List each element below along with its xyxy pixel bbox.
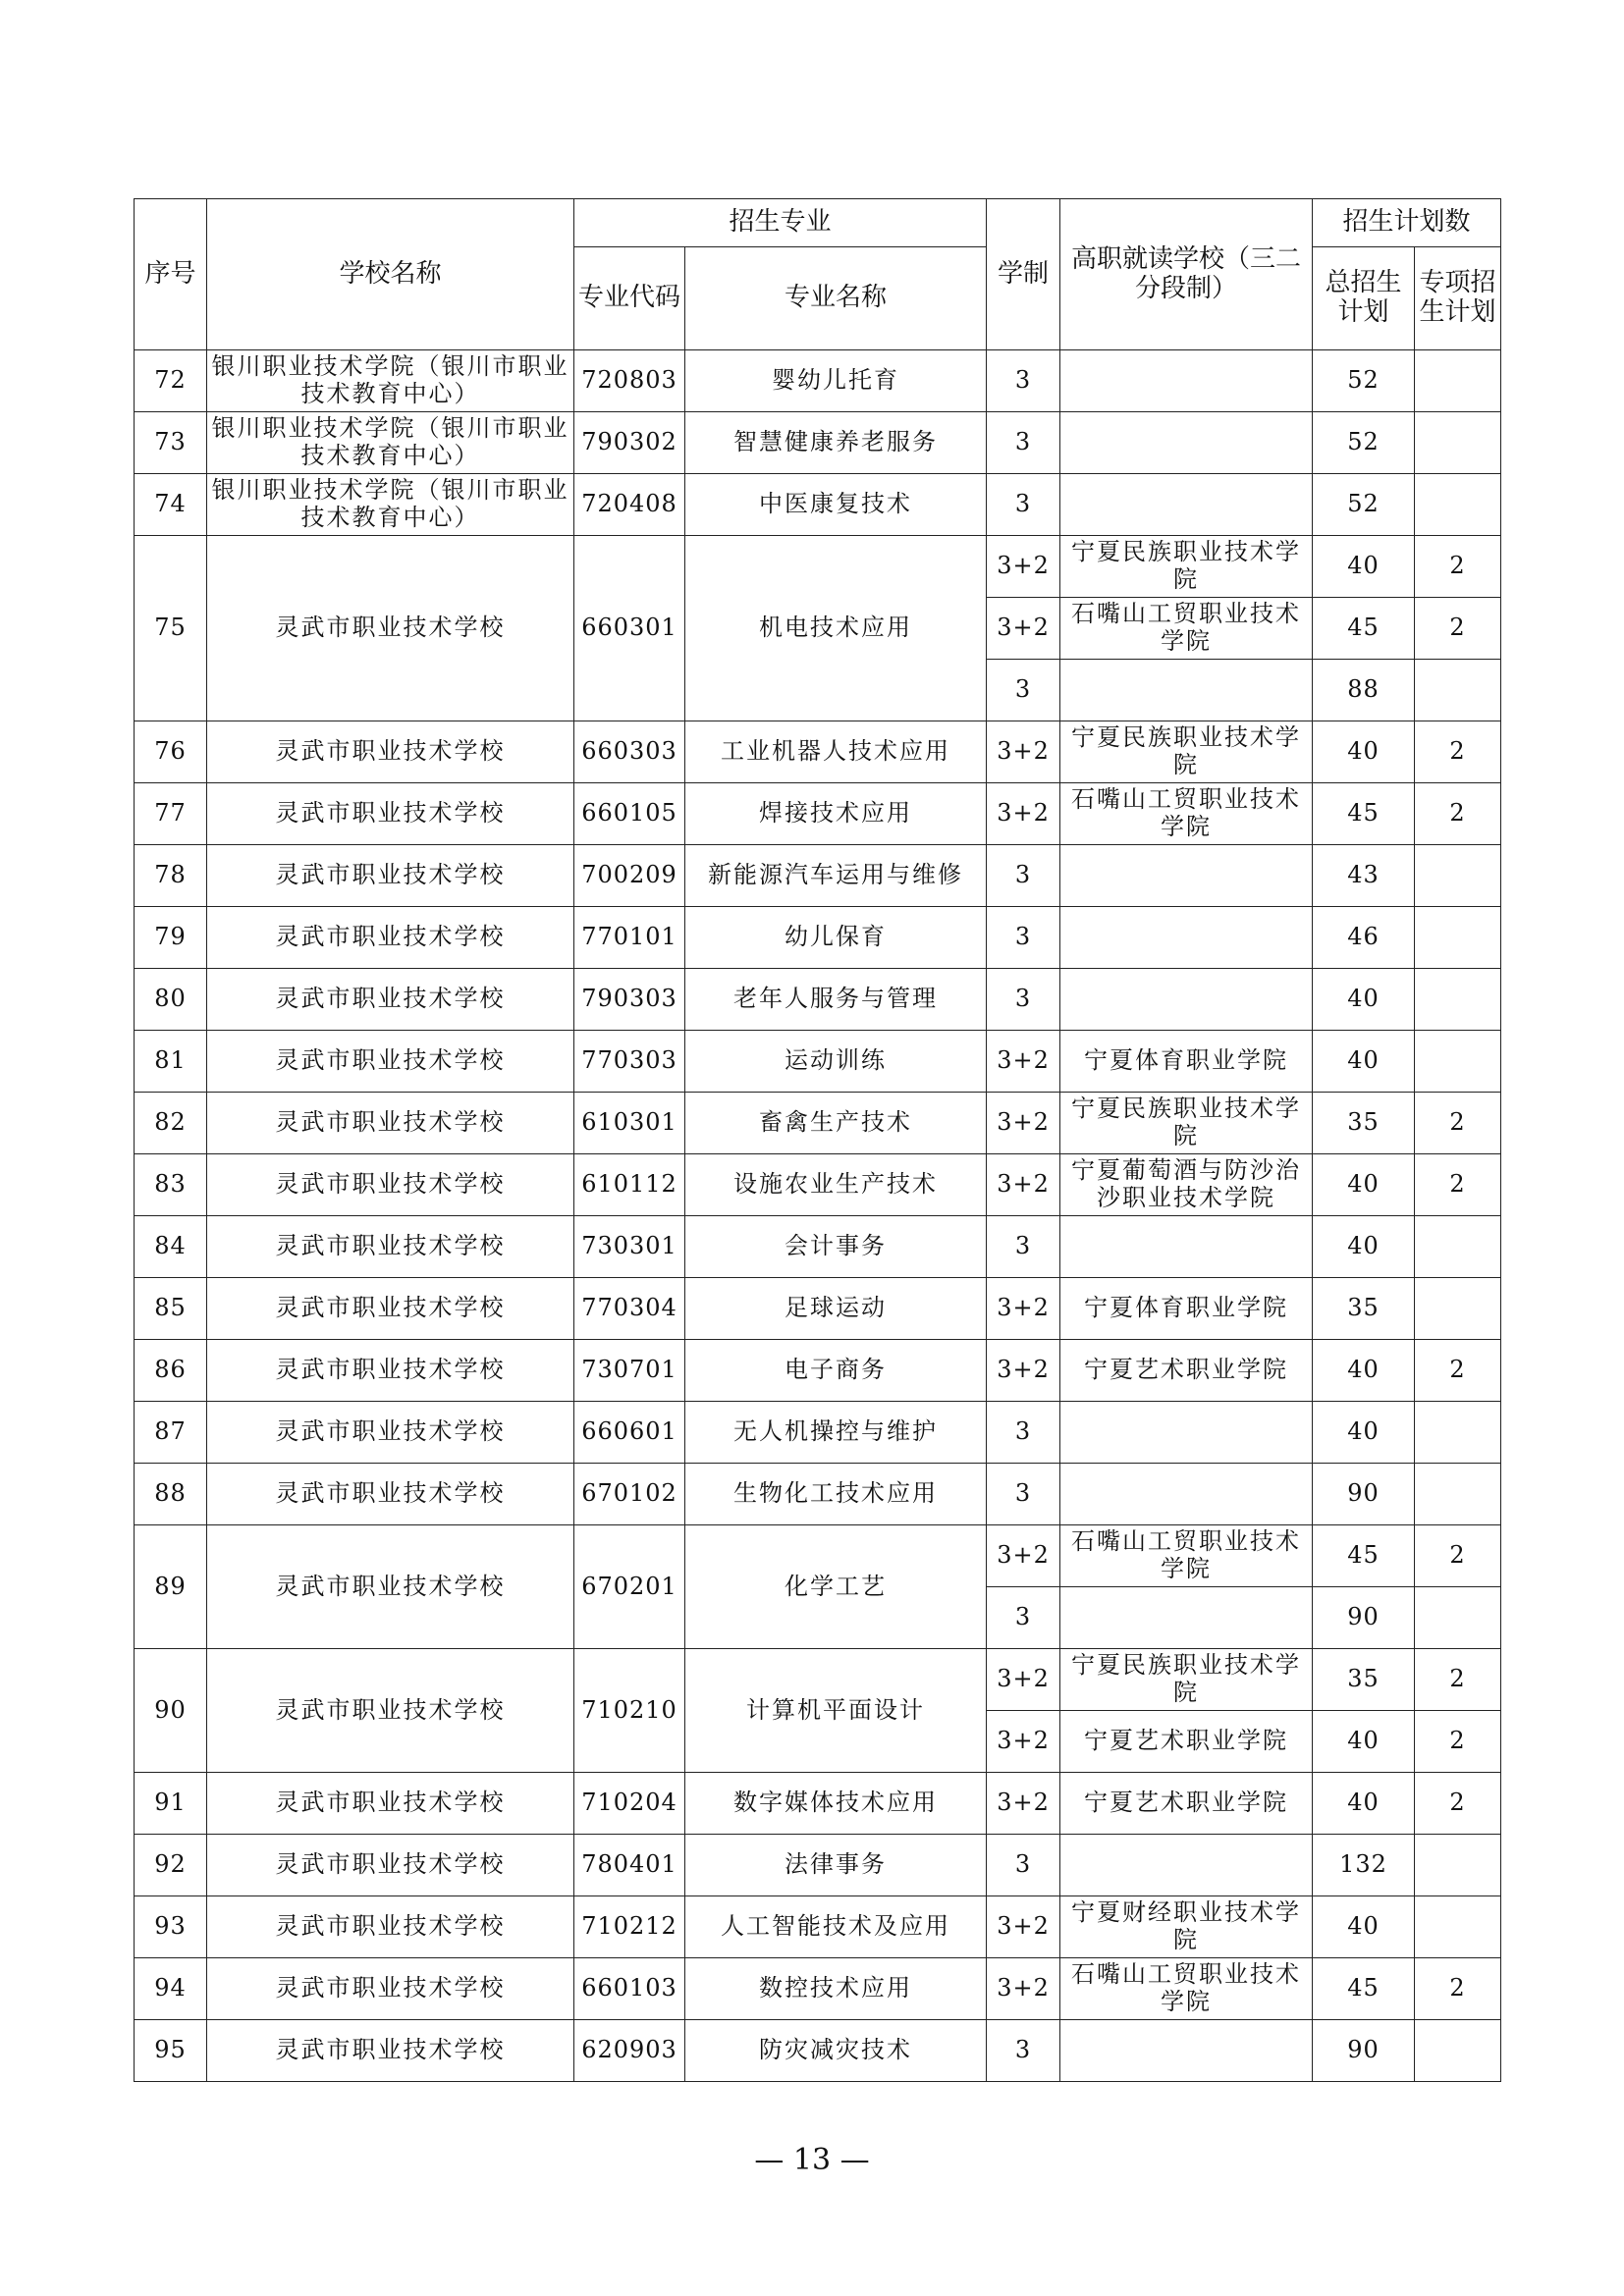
cell-code: 670102 (574, 1464, 685, 1525)
cell-major: 无人机操控与维护 (685, 1402, 987, 1464)
cell-school: 银川职业技术学院（银川市职业技术教育中心） (207, 412, 574, 474)
cell-school: 灵武市职业技术学校 (207, 1278, 574, 1340)
cell-duration: 3+2 (987, 1340, 1060, 1402)
cell-total: 40 (1313, 1216, 1415, 1278)
header-major: 专业名称 (685, 247, 987, 350)
table-row (135, 1340, 1501, 1402)
cell-school: 灵武市职业技术学校 (207, 1093, 574, 1154)
cell-school: 灵武市职业技术学校 (207, 1340, 574, 1402)
cell-major: 婴幼儿托育 (685, 350, 987, 412)
cell-seq: 95 (135, 2020, 207, 2082)
cell-seq: 80 (135, 969, 207, 1031)
header-higher-school: 高职就读学校（三二分段制） (1060, 199, 1313, 350)
cell-seq: 76 (135, 721, 207, 783)
table-row (135, 1216, 1501, 1278)
cell-duration: 3+2 (987, 1958, 1060, 2020)
cell-duration: 3+2 (987, 1278, 1060, 1340)
cell-higher-school (1060, 474, 1313, 536)
cell-total: 90 (1313, 2020, 1415, 2082)
cell-school: 灵武市职业技术学校 (207, 2020, 574, 2082)
cell-code: 660105 (574, 783, 685, 845)
cell-higher-school: 石嘴山工贸职业技术学院 (1060, 1958, 1313, 2020)
cell-major: 法律事务 (685, 1835, 987, 1896)
cell-code: 780401 (574, 1835, 685, 1896)
cell-school: 灵武市职业技术学校 (207, 1464, 574, 1525)
cell-higher-school: 宁夏民族职业技术学院 (1060, 1093, 1313, 1154)
cell-special: 2 (1415, 1649, 1501, 1711)
cell-total: 52 (1313, 412, 1415, 474)
header-seq: 序号 (135, 199, 207, 350)
cell-school: 灵武市职业技术学校 (207, 1835, 574, 1896)
cell-major: 中医康复技术 (685, 474, 987, 536)
cell-seq: 87 (135, 1402, 207, 1464)
cell-school: 灵武市职业技术学校 (207, 1773, 574, 1835)
cell-special (1415, 350, 1501, 412)
cell-duration: 3+2 (987, 598, 1060, 660)
table-row (135, 2020, 1501, 2082)
cell-total: 43 (1313, 845, 1415, 907)
cell-duration: 3 (987, 907, 1060, 969)
cell-seq: 92 (135, 1835, 207, 1896)
cell-duration: 3 (987, 1835, 1060, 1896)
cell-special (1415, 474, 1501, 536)
cell-duration: 3 (987, 1216, 1060, 1278)
cell-higher-school (1060, 1464, 1313, 1525)
cell-higher-school (1060, 2020, 1313, 2082)
cell-higher-school (1060, 1587, 1313, 1649)
cell-special: 2 (1415, 1093, 1501, 1154)
page-number: — 13 — (754, 2143, 870, 2177)
table-row (135, 969, 1501, 1031)
table-row (135, 1835, 1501, 1896)
cell-total: 40 (1313, 1031, 1415, 1093)
cell-total: 52 (1313, 350, 1415, 412)
cell-duration: 3+2 (987, 1093, 1060, 1154)
cell-duration: 3+2 (987, 1896, 1060, 1958)
cell-seq: 75 (135, 536, 207, 721)
table-body (135, 350, 1501, 2082)
cell-higher-school: 宁夏艺术职业学院 (1060, 1773, 1313, 1835)
cell-higher-school: 石嘴山工贸职业技术学院 (1060, 598, 1313, 660)
cell-total: 52 (1313, 474, 1415, 536)
table-row (135, 721, 1501, 783)
cell-school: 灵武市职业技术学校 (207, 969, 574, 1031)
cell-special (1415, 969, 1501, 1031)
table-row (135, 474, 1501, 536)
cell-higher-school: 宁夏体育职业学院 (1060, 1278, 1313, 1340)
table-row (135, 845, 1501, 907)
cell-special: 2 (1415, 1711, 1501, 1773)
table-row (135, 1958, 1501, 2020)
cell-duration: 3+2 (987, 1711, 1060, 1773)
header-school: 学校名称 (207, 199, 574, 350)
cell-higher-school (1060, 412, 1313, 474)
cell-seq: 73 (135, 412, 207, 474)
cell-total: 90 (1313, 1587, 1415, 1649)
cell-duration: 3+2 (987, 1649, 1060, 1711)
cell-school: 灵武市职业技术学校 (207, 1525, 574, 1649)
cell-duration: 3 (987, 845, 1060, 907)
table-row (135, 1402, 1501, 1464)
header-total: 总招生计划 (1313, 247, 1415, 350)
cell-seq: 77 (135, 783, 207, 845)
cell-code: 720803 (574, 350, 685, 412)
cell-duration: 3 (987, 1587, 1060, 1649)
cell-special: 2 (1415, 1773, 1501, 1835)
cell-total: 45 (1313, 1958, 1415, 2020)
cell-school: 灵武市职业技术学校 (207, 1154, 574, 1216)
cell-total: 35 (1313, 1278, 1415, 1340)
cell-total: 46 (1313, 907, 1415, 969)
cell-total: 40 (1313, 1711, 1415, 1773)
cell-major: 老年人服务与管理 (685, 969, 987, 1031)
cell-code: 710210 (574, 1649, 685, 1773)
cell-school: 灵武市职业技术学校 (207, 536, 574, 721)
cell-special: 2 (1415, 1525, 1501, 1587)
cell-code: 790303 (574, 969, 685, 1031)
header-duration: 学制 (987, 199, 1060, 350)
cell-seq: 81 (135, 1031, 207, 1093)
cell-major: 新能源汽车运用与维修 (685, 845, 987, 907)
cell-code: 710204 (574, 1773, 685, 1835)
table-row (135, 1649, 1501, 1711)
cell-major: 化学工艺 (685, 1525, 987, 1649)
cell-higher-school (1060, 1402, 1313, 1464)
cell-school: 灵武市职业技术学校 (207, 1649, 574, 1773)
cell-special (1415, 1031, 1501, 1093)
cell-special (1415, 1835, 1501, 1896)
cell-duration: 3+2 (987, 783, 1060, 845)
cell-school: 灵武市职业技术学校 (207, 907, 574, 969)
cell-seq: 78 (135, 845, 207, 907)
header-special: 专项招生计划 (1415, 247, 1501, 350)
cell-seq: 93 (135, 1896, 207, 1958)
cell-higher-school: 宁夏葡萄酒与防沙治沙职业技术学院 (1060, 1154, 1313, 1216)
cell-seq: 72 (135, 350, 207, 412)
cell-special (1415, 1464, 1501, 1525)
cell-code: 660301 (574, 536, 685, 721)
cell-duration: 3 (987, 1402, 1060, 1464)
cell-special (1415, 907, 1501, 969)
cell-major: 焊接技术应用 (685, 783, 987, 845)
cell-higher-school (1060, 350, 1313, 412)
cell-duration: 3 (987, 350, 1060, 412)
cell-code: 660303 (574, 721, 685, 783)
cell-special (1415, 1587, 1501, 1649)
cell-higher-school (1060, 1216, 1313, 1278)
cell-higher-school (1060, 969, 1313, 1031)
header-major-group: 招生专业 (574, 199, 987, 247)
cell-special (1415, 1896, 1501, 1958)
cell-seq: 86 (135, 1340, 207, 1402)
cell-code: 770304 (574, 1278, 685, 1340)
cell-major: 生物化工技术应用 (685, 1464, 987, 1525)
cell-code: 790302 (574, 412, 685, 474)
cell-total: 35 (1313, 1649, 1415, 1711)
cell-higher-school: 宁夏民族职业技术学院 (1060, 1649, 1313, 1711)
cell-school: 灵武市职业技术学校 (207, 1958, 574, 2020)
cell-total: 40 (1313, 1154, 1415, 1216)
header-code: 专业代码 (574, 247, 685, 350)
cell-code: 710212 (574, 1896, 685, 1958)
cell-seq: 84 (135, 1216, 207, 1278)
cell-duration: 3 (987, 660, 1060, 721)
cell-seq: 89 (135, 1525, 207, 1649)
cell-major: 工业机器人技术应用 (685, 721, 987, 783)
cell-seq: 91 (135, 1773, 207, 1835)
cell-seq: 83 (135, 1154, 207, 1216)
cell-seq: 90 (135, 1649, 207, 1773)
cell-seq: 85 (135, 1278, 207, 1340)
cell-higher-school (1060, 907, 1313, 969)
cell-major: 电子商务 (685, 1340, 987, 1402)
cell-major: 幼儿保育 (685, 907, 987, 969)
cell-duration: 3+2 (987, 1031, 1060, 1093)
cell-special: 2 (1415, 598, 1501, 660)
cell-total: 40 (1313, 1773, 1415, 1835)
cell-school: 灵武市职业技术学校 (207, 1031, 574, 1093)
cell-code: 670201 (574, 1525, 685, 1649)
cell-special (1415, 2020, 1501, 2082)
table-row (135, 1525, 1501, 1587)
cell-code: 610112 (574, 1154, 685, 1216)
cell-duration: 3+2 (987, 1525, 1060, 1587)
cell-seq: 82 (135, 1093, 207, 1154)
cell-school: 灵武市职业技术学校 (207, 845, 574, 907)
cell-seq: 88 (135, 1464, 207, 1525)
cell-special: 2 (1415, 1340, 1501, 1402)
cell-total: 40 (1313, 1402, 1415, 1464)
cell-duration: 3+2 (987, 721, 1060, 783)
enrollment-plan-table (134, 198, 1501, 2082)
cell-higher-school: 宁夏财经职业技术学院 (1060, 1896, 1313, 1958)
cell-duration: 3 (987, 969, 1060, 1031)
cell-school: 银川职业技术学院（银川市职业技术教育中心） (207, 350, 574, 412)
cell-special (1415, 1216, 1501, 1278)
cell-special (1415, 412, 1501, 474)
cell-code: 730701 (574, 1340, 685, 1402)
cell-special (1415, 1278, 1501, 1340)
cell-total: 132 (1313, 1835, 1415, 1896)
cell-special: 2 (1415, 721, 1501, 783)
cell-code: 720408 (574, 474, 685, 536)
table-row (135, 1031, 1501, 1093)
cell-special (1415, 660, 1501, 721)
table-row (135, 1278, 1501, 1340)
cell-total: 40 (1313, 969, 1415, 1031)
cell-special: 2 (1415, 783, 1501, 845)
cell-duration: 3+2 (987, 536, 1060, 598)
header-plan-group: 招生计划数 (1313, 199, 1501, 247)
table-row (135, 783, 1501, 845)
cell-major: 畜禽生产技术 (685, 1093, 987, 1154)
cell-higher-school (1060, 845, 1313, 907)
cell-major: 会计事务 (685, 1216, 987, 1278)
cell-code: 620903 (574, 2020, 685, 2082)
table-row (135, 1464, 1501, 1525)
cell-code: 730301 (574, 1216, 685, 1278)
cell-total: 35 (1313, 1093, 1415, 1154)
cell-major: 防灾减灾技术 (685, 2020, 987, 2082)
cell-total: 45 (1313, 598, 1415, 660)
cell-total: 45 (1313, 1525, 1415, 1587)
cell-school: 灵武市职业技术学校 (207, 1896, 574, 1958)
cell-higher-school: 石嘴山工贸职业技术学院 (1060, 783, 1313, 845)
cell-school: 银川职业技术学院（银川市职业技术教育中心） (207, 474, 574, 536)
cell-special: 2 (1415, 1958, 1501, 2020)
cell-total: 40 (1313, 1896, 1415, 1958)
table-row (135, 1093, 1501, 1154)
cell-higher-school (1060, 1835, 1313, 1896)
table-row (135, 907, 1501, 969)
cell-total: 40 (1313, 1340, 1415, 1402)
cell-higher-school: 宁夏艺术职业学院 (1060, 1340, 1313, 1402)
cell-seq: 74 (135, 474, 207, 536)
cell-duration: 3 (987, 474, 1060, 536)
cell-special (1415, 845, 1501, 907)
cell-total: 40 (1313, 536, 1415, 598)
cell-school: 灵武市职业技术学校 (207, 721, 574, 783)
table-row (135, 412, 1501, 474)
cell-code: 770101 (574, 907, 685, 969)
cell-major: 设施农业生产技术 (685, 1154, 987, 1216)
cell-code: 770303 (574, 1031, 685, 1093)
cell-total: 40 (1313, 721, 1415, 783)
cell-code: 660601 (574, 1402, 685, 1464)
cell-school: 灵武市职业技术学校 (207, 783, 574, 845)
cell-higher-school (1060, 660, 1313, 721)
cell-higher-school: 石嘴山工贸职业技术学院 (1060, 1525, 1313, 1587)
cell-higher-school: 宁夏艺术职业学院 (1060, 1711, 1313, 1773)
cell-higher-school: 宁夏民族职业技术学院 (1060, 536, 1313, 598)
table-row (135, 536, 1501, 598)
cell-school: 灵武市职业技术学校 (207, 1216, 574, 1278)
cell-major: 计算机平面设计 (685, 1649, 987, 1773)
cell-major: 智慧健康养老服务 (685, 412, 987, 474)
cell-major: 数控技术应用 (685, 1958, 987, 2020)
cell-seq: 94 (135, 1958, 207, 2020)
cell-major: 机电技术应用 (685, 536, 987, 721)
cell-major: 运动训练 (685, 1031, 987, 1093)
cell-code: 700209 (574, 845, 685, 907)
cell-special (1415, 1402, 1501, 1464)
cell-special: 2 (1415, 536, 1501, 598)
cell-seq: 79 (135, 907, 207, 969)
cell-major: 足球运动 (685, 1278, 987, 1340)
cell-major: 人工智能技术及应用 (685, 1896, 987, 1958)
cell-total: 88 (1313, 660, 1415, 721)
cell-duration: 3 (987, 412, 1060, 474)
cell-total: 90 (1313, 1464, 1415, 1525)
cell-higher-school: 宁夏民族职业技术学院 (1060, 721, 1313, 783)
cell-major: 数字媒体技术应用 (685, 1773, 987, 1835)
cell-special: 2 (1415, 1154, 1501, 1216)
table-row (135, 350, 1501, 412)
cell-code: 660103 (574, 1958, 685, 2020)
cell-higher-school: 宁夏体育职业学院 (1060, 1031, 1313, 1093)
table-row (135, 1773, 1501, 1835)
cell-duration: 3+2 (987, 1154, 1060, 1216)
cell-duration: 3 (987, 2020, 1060, 2082)
cell-code: 610301 (574, 1093, 685, 1154)
table-row (135, 1896, 1501, 1958)
cell-duration: 3 (987, 1464, 1060, 1525)
table-row (135, 1154, 1501, 1216)
cell-school: 灵武市职业技术学校 (207, 1402, 574, 1464)
cell-duration: 3+2 (987, 1773, 1060, 1835)
cell-total: 45 (1313, 783, 1415, 845)
